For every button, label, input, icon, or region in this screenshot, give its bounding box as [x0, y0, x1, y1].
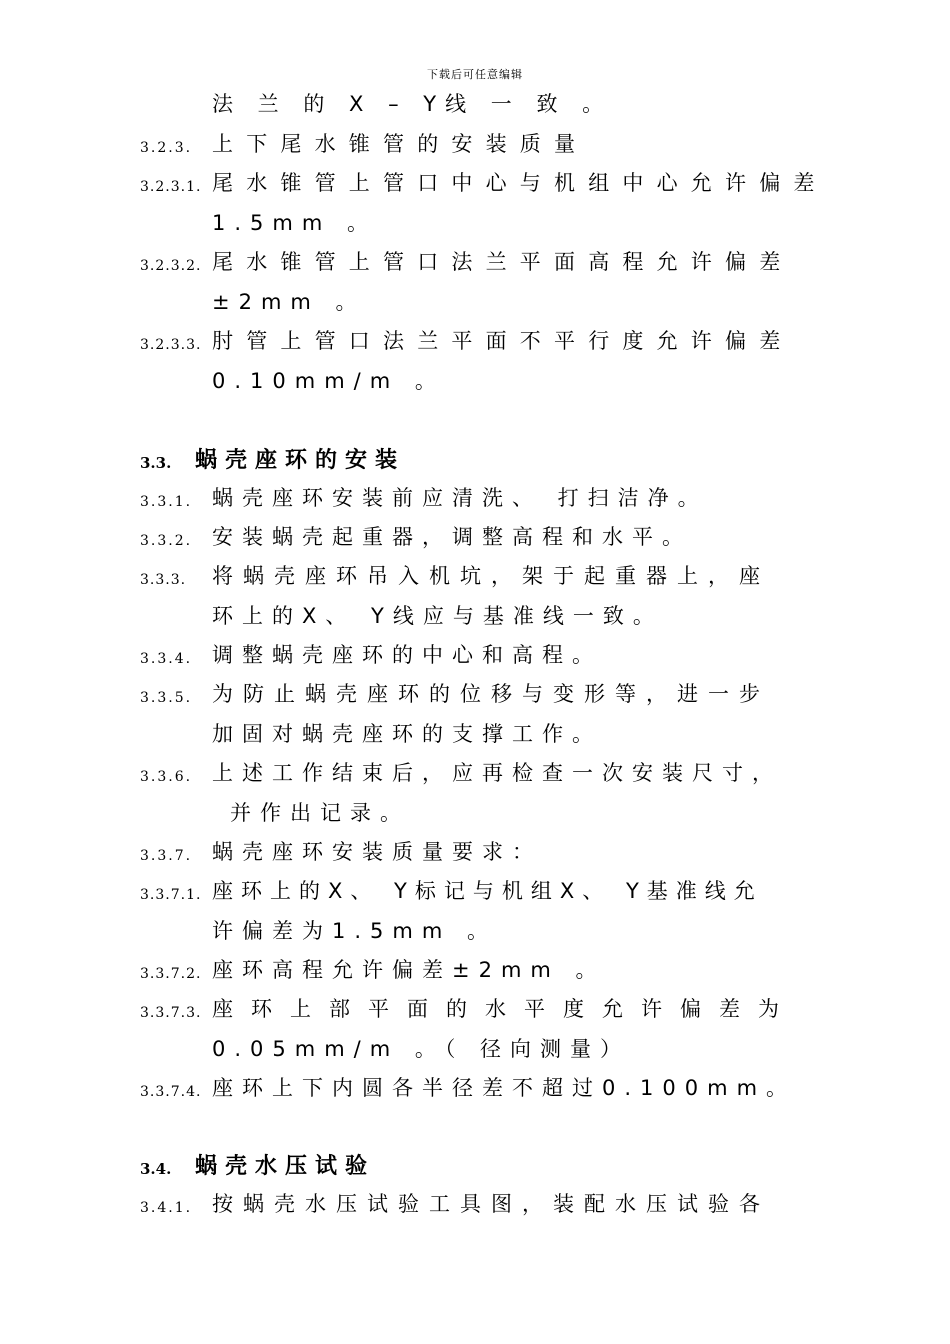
heading-text: 蜗壳座环的安装	[195, 448, 406, 473]
line-text: 蜗壳座环安装质量要求：	[212, 840, 542, 864]
line-text: 按蜗壳水压试验工具图，装配水压试验各	[212, 1192, 770, 1216]
text-line	[0, 1033, 950, 1067]
line-text: 尾水锥管上管口法兰平面高程允许偏差	[212, 250, 794, 274]
line-text: 将蜗壳座环吊入机坑，架于起重器上，座	[212, 564, 770, 588]
text-line	[0, 954, 950, 988]
text-line	[0, 836, 950, 870]
section-number: 3.3.7.3.	[140, 1005, 202, 1021]
text-line	[0, 246, 950, 280]
section-number: 3.3.	[140, 454, 172, 472]
section-number: 3.3.7.1.	[140, 887, 202, 903]
line-text: 加固对蜗壳座环的支撑工作。	[212, 722, 602, 746]
section-heading	[0, 1150, 950, 1184]
section-number: 3.3.4.	[140, 651, 193, 667]
line-text: 为防止蜗壳座环的位移与变形等，进一步	[212, 682, 770, 706]
section-heading	[0, 444, 950, 478]
line-text: 0.10mm/m 。	[212, 369, 445, 393]
text-line	[0, 639, 950, 673]
section-number: 3.2.3.3.	[140, 337, 202, 353]
line-text: 调整蜗壳座环的中心和高程。	[212, 643, 602, 667]
line-text: 环上的X、 Y线应与基准线一致。	[212, 604, 663, 628]
text-line	[0, 521, 950, 555]
line-text: 许偏差为1.5mm 。	[212, 919, 497, 943]
line-text: 尾水锥管上管口中心与机组中心允许偏差	[212, 171, 828, 195]
page-header: 下载后可任意编辑	[427, 68, 523, 81]
text-line	[0, 757, 950, 791]
line-text: ±2mm 。	[212, 290, 366, 314]
text-line	[0, 797, 950, 831]
line-text: 1.5mm 。	[212, 211, 377, 235]
text-line	[0, 167, 950, 201]
section-number: 3.3.7.2.	[140, 966, 202, 982]
text-line	[0, 207, 950, 241]
line-text: 上下尾水锥管的安装质量	[212, 132, 589, 156]
line-text: 座环上的X、 Y标记与机组X、 Y基准线允	[212, 879, 763, 903]
section-number: 3.3.7.	[140, 848, 193, 864]
text-line	[0, 1072, 950, 1106]
line-text: 法 兰 的 X – Y线 一 致 。	[212, 92, 613, 116]
section-number: 3.2.3.2.	[140, 258, 202, 274]
text-line	[0, 560, 950, 594]
text-line	[0, 600, 950, 634]
section-number: 3.3.6.	[140, 769, 193, 785]
line-text: 座环上下内圆各半径差不超过0.100mm。	[212, 1076, 797, 1100]
text-line	[0, 88, 950, 122]
line-text: 座环高程允许偏差±2mm 。	[212, 958, 606, 982]
section-number: 3.4.1.	[140, 1200, 193, 1216]
section-number: 3.3.1.	[140, 494, 193, 510]
text-line	[0, 365, 950, 399]
line-text: 并作出记录。	[230, 801, 410, 825]
line-text: 0.05mm/m 。（ 径向测量）	[212, 1037, 631, 1061]
line-text: 座环上部平面的水平度允许偏差为	[212, 997, 797, 1021]
text-line	[0, 286, 950, 320]
section-number: 3.4.	[140, 1160, 172, 1178]
text-line	[0, 915, 950, 949]
text-line	[0, 1188, 950, 1222]
section-number: 3.2.3.1.	[140, 179, 202, 195]
line-text: 安装蜗壳起重器，调整高程和水平。	[212, 525, 692, 549]
line-text: 上述工作结束后，应再检查一次安装尺寸，	[212, 761, 782, 785]
section-number: 3.3.2.	[140, 533, 193, 549]
section-number: 3.3.7.4.	[140, 1084, 202, 1100]
section-number: 3.3.5.	[140, 690, 193, 706]
text-line	[0, 482, 950, 516]
line-text: 肘管上管口法兰平面不平行度允许偏差	[212, 329, 794, 353]
text-line	[0, 993, 950, 1027]
text-line	[0, 718, 950, 752]
text-line	[0, 875, 950, 909]
text-line	[0, 325, 950, 359]
section-number: 3.2.3.	[140, 140, 193, 156]
line-text: 蜗壳座环安装前应清洗、 打扫洁净。	[212, 486, 708, 510]
heading-text: 蜗壳水压试验	[195, 1154, 376, 1179]
text-line	[0, 128, 950, 162]
text-line	[0, 678, 950, 712]
section-number: 3.3.3.	[140, 572, 187, 588]
